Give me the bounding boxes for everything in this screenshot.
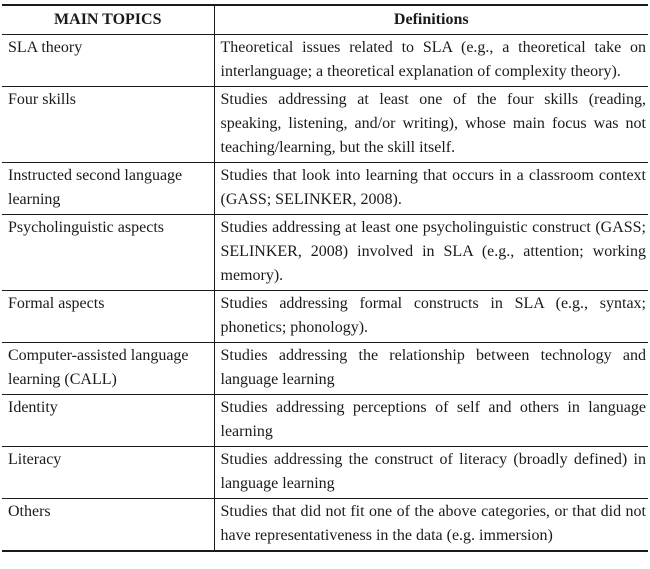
table-row	[2, 163, 648, 215]
topic-cell: Formal aspects	[8, 295, 105, 312]
table-body	[2, 35, 648, 552]
table-row	[2, 291, 648, 343]
topic-cell: Literacy	[8, 451, 62, 468]
table-row	[2, 447, 648, 499]
definition-cell: Studies addressing the construct of literacy (broadly defined) in language learning	[214, 447, 648, 499]
definition-cell: Theoretical issues related to SLA (e.g., a theoretical take on interlanguage; a theoretical explanation of complexity theory).	[214, 35, 648, 87]
table-header	[2, 5, 648, 35]
topics-table	[2, 4, 648, 552]
header-row	[2, 5, 648, 35]
definition-cell: Studies addressing at least one psycholinguistic construct (GASS; SELINKER, 2008) involved in SLA (e.g., attention; working memory).	[214, 215, 648, 291]
table-row	[2, 87, 648, 163]
header-main-topics: MAIN TOPICS	[54, 11, 162, 28]
definition-cell: Studies addressing perceptions of self and others in language learning	[214, 395, 648, 447]
topic-cell: Psycholinguistic aspects	[8, 219, 164, 236]
definition-cell: Studies addressing formal constructs in SLA (e.g., syntax; phonetics; phonology).	[214, 291, 648, 343]
definition-cell: Studies that did not fit one of the above categories, or that did not have representativeness in the data (e.g. immersion)	[214, 499, 648, 552]
topic-cell: SLA theory	[8, 39, 83, 56]
table-row	[2, 499, 648, 552]
definition-cell: Studies addressing the relationship between technology and language learning	[214, 343, 648, 395]
table-row	[2, 343, 648, 395]
definition-cell: Studies that look into learning that occurs in a classroom context (GASS; SELINKER, 2008).	[214, 163, 648, 215]
topic-cell: Computer-assisted language learning (CALL)	[8, 347, 189, 388]
topic-cell: Four skills	[8, 91, 77, 108]
topic-cell: Others	[8, 503, 51, 520]
definition-cell: Studies addressing at least one of the four skills (reading, speaking, listening, and/or writing), whose main focus was not teaching/learning, but the skill itself.	[214, 87, 648, 163]
table-row	[2, 395, 648, 447]
topic-cell: Instructed second language learning	[8, 167, 183, 208]
topic-cell: Identity	[8, 399, 58, 416]
table-row	[2, 35, 648, 87]
table-row	[2, 215, 648, 291]
header-definitions: Definitions	[214, 5, 648, 35]
